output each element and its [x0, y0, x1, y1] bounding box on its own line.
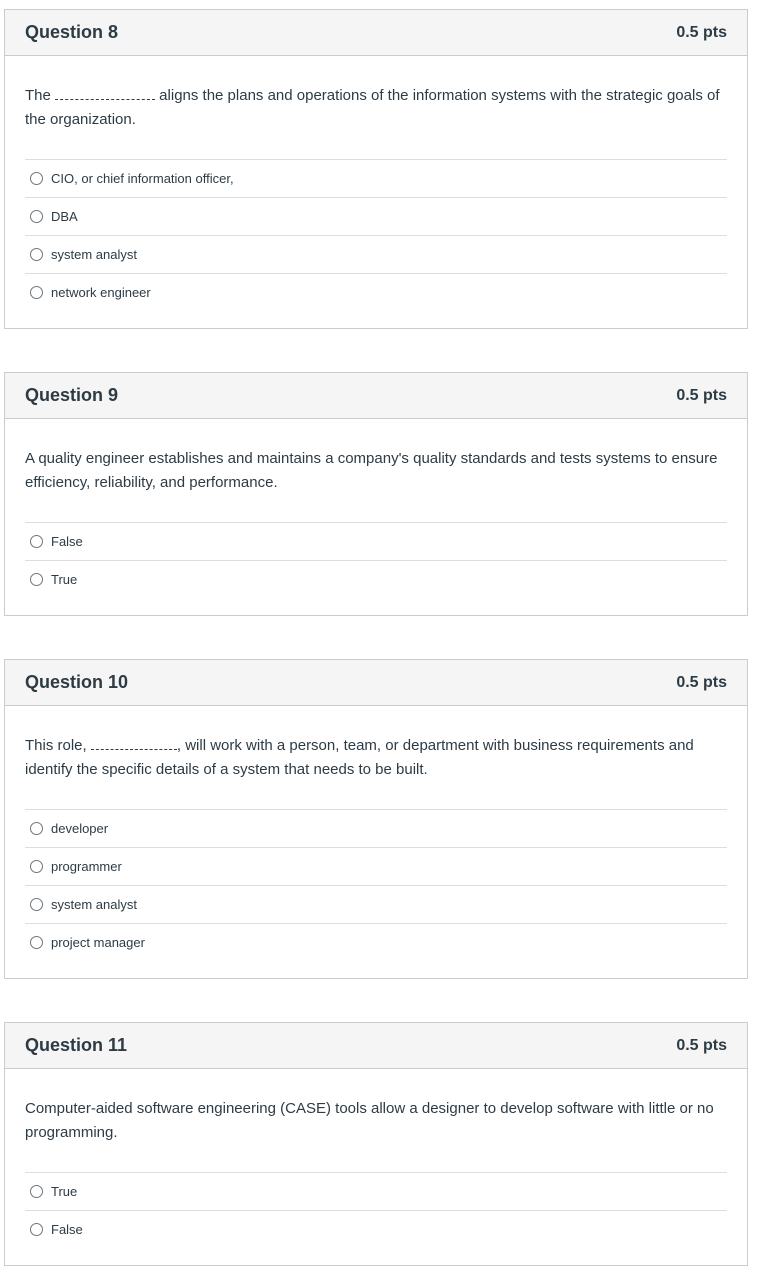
question-text-before: This role,	[25, 737, 91, 754]
radio-button[interactable]	[30, 822, 43, 835]
answer-list	[25, 809, 727, 980]
answer-label: system analyst	[51, 897, 137, 912]
question-title: Question 8	[25, 22, 119, 42]
question-header	[5, 373, 747, 419]
question-title: Question 11	[25, 1035, 128, 1055]
radio-button[interactable]	[30, 936, 43, 949]
answer-option[interactable]	[25, 847, 727, 885]
answer-option[interactable]	[25, 1210, 727, 1248]
answer-list	[25, 522, 727, 617]
question-text-before: The	[25, 87, 56, 104]
answer-option[interactable]	[25, 197, 727, 235]
question-text	[25, 84, 727, 132]
radio-button[interactable]	[30, 573, 43, 586]
answer-label: system analyst	[51, 247, 137, 262]
question-header	[5, 660, 747, 706]
question-points: 0.5 pts	[676, 386, 727, 404]
answer-option[interactable]	[25, 809, 727, 847]
question-header	[5, 10, 747, 56]
answer-option[interactable]	[25, 923, 727, 961]
question-title: Question 10	[25, 672, 129, 692]
answer-option[interactable]	[25, 159, 727, 197]
question-text-after: , will work with a person, team, or department with business requirements and identify the specific details of a system that needs to be built.	[25, 737, 694, 778]
question-points: 0.5 pts	[676, 23, 727, 41]
radio-button[interactable]	[30, 172, 43, 185]
fill-in-blank	[55, 87, 155, 100]
radio-button[interactable]	[30, 535, 43, 548]
answer-label: False	[51, 534, 83, 549]
answer-option[interactable]	[25, 1172, 727, 1210]
radio-button[interactable]	[30, 860, 43, 873]
question-text	[25, 734, 727, 782]
answer-option[interactable]	[25, 235, 727, 273]
answer-option[interactable]	[25, 885, 727, 923]
answer-option[interactable]	[25, 560, 727, 598]
answer-label: network engineer	[51, 285, 151, 300]
question-header	[5, 1023, 747, 1069]
answer-label: project manager	[51, 935, 145, 950]
question-text: A quality engineer establishes and maintains a company's quality standards and tests systems to ensure efficiency, reliability, and performance.	[25, 450, 718, 491]
radio-button[interactable]	[30, 210, 43, 223]
radio-button[interactable]	[30, 286, 43, 299]
question-title: Question 9	[25, 385, 119, 405]
answer-label: DBA	[51, 209, 78, 224]
question-text: Computer-aided software engineering (CASE) tools allow a designer to develop software with little or no programming.	[25, 1100, 714, 1141]
radio-button[interactable]	[30, 1223, 43, 1236]
answer-label: programmer	[51, 859, 122, 874]
answer-list	[25, 159, 727, 330]
radio-button[interactable]	[30, 898, 43, 911]
answer-option[interactable]	[25, 522, 727, 560]
answer-option[interactable]	[25, 273, 727, 311]
radio-button[interactable]	[30, 248, 43, 261]
question-points: 0.5 pts	[676, 1036, 727, 1054]
answer-list	[25, 1172, 727, 1267]
answer-label: True	[51, 572, 78, 587]
question-8	[4, 9, 748, 329]
answer-label: CIO, or chief information officer,	[51, 171, 234, 186]
question-10	[4, 659, 748, 979]
question-11	[4, 1022, 748, 1266]
fill-in-blank	[91, 737, 177, 750]
answer-label: False	[51, 1222, 83, 1237]
question-9	[4, 372, 748, 616]
radio-button[interactable]	[30, 1185, 43, 1198]
question-points: 0.5 pts	[676, 673, 727, 691]
question-text-after: aligns the plans and operations of the information systems with the strategic goals of the organization.	[25, 87, 720, 128]
answer-label: developer	[51, 821, 109, 836]
answer-label: True	[51, 1184, 78, 1199]
